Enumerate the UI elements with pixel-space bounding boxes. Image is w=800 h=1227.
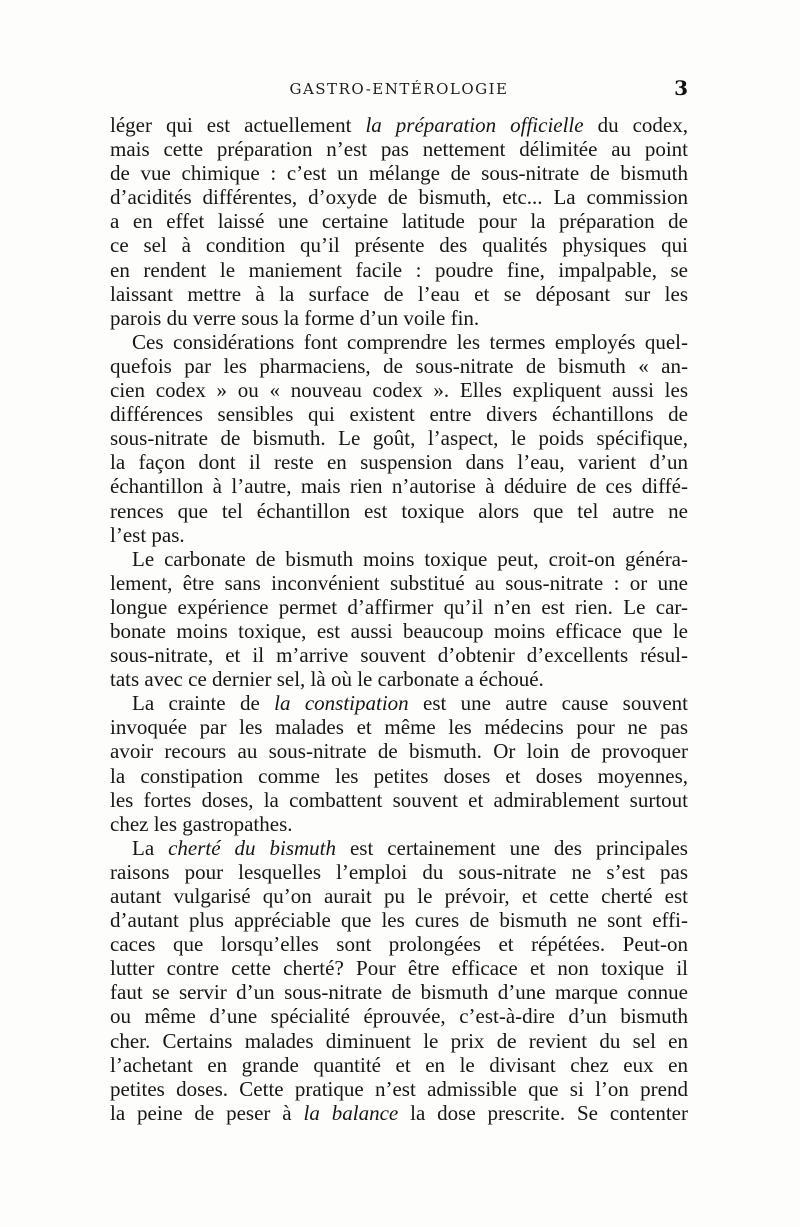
text-line: la façon dont il reste en suspension dans l’eau, varient d’un xyxy=(110,450,688,475)
text-line: mais cette préparation n’est pas nettement délimitée au point xyxy=(110,137,688,162)
text-line: rences que tel échantillon est toxique alors que tel autre ne xyxy=(110,498,688,523)
italic-phrase: la balance xyxy=(303,1100,399,1125)
paragraph-4 xyxy=(110,691,688,836)
text-line: lement, être sans inconvénient substitué au sous-nitrate : or une xyxy=(110,570,688,595)
text-line: autant vulgarisé qu’on aurait pu le prévoir, et cette cherté est xyxy=(110,884,688,908)
text-line: invoquée par les malades et même les médecins pour ne pas xyxy=(110,715,688,740)
text-line: parois du verre sous la forme d’un voile fin. xyxy=(110,305,480,330)
text-line: en rendent le maniement facile : poudre fine, impalpable, se xyxy=(110,257,688,282)
text-line: chez les gastropathes. xyxy=(110,811,293,836)
text-line: différences sensibles qui existent entre divers échantillons de xyxy=(110,402,688,427)
text-line: tats avec ce dernier sel, là où le carbonate a échoué. xyxy=(110,667,544,692)
text-line: lutter contre cette cherté? Pour être efficace et non toxique il xyxy=(110,956,688,981)
text-line: d’acidités différentes, d’oxyde de bismuth, etc... La commission xyxy=(110,185,688,210)
text-line: ce sel à condition qu’il présente des qualités physiques qui xyxy=(110,233,688,258)
text-line: La cherté du bismuth est certainement une des principales xyxy=(132,835,688,860)
text-line: les fortes doses, la combattent souvent et admirablement surtout xyxy=(110,787,688,812)
running-head xyxy=(110,76,688,102)
text-line: sous-nitrate, et il m’arrive souvent d’obtenir d’excellents résul- xyxy=(110,643,688,668)
text-line: bonate moins toxique, est aussi beaucoup moins efficace que le xyxy=(110,618,688,643)
text-line: longue expérience permet d’affirmer qu’il n’en est rien. Le car- xyxy=(110,594,688,619)
text-line: la peine de peser à la balance la dose prescrite. Se contenter xyxy=(110,1100,688,1125)
text-line: Ces considérations font comprendre les termes employés quel- xyxy=(132,329,688,354)
text-line: raisons pour lesquelles l’emploi du sous-nitrate ne s’est pas xyxy=(110,859,688,884)
paragraph-1 xyxy=(110,113,688,330)
text-line: La crainte de la constipation est une autre cause souvent xyxy=(132,691,688,716)
paragraph-2 xyxy=(110,330,688,547)
text-line: échantillon à l’autre, mais rien n’autorise à déduire de ces diffé- xyxy=(110,474,688,499)
paragraph-3 xyxy=(110,547,688,692)
text-line: l’achetant en grande quantité et en le divisant chez eux en xyxy=(110,1052,688,1077)
text-line: caces que lorsqu’elles sont prolongées et répétées. Peut-on xyxy=(110,932,688,957)
italic-phrase: cherté du bismuth xyxy=(168,835,336,860)
text-line: la constipation comme les petites doses et doses moyennes, xyxy=(110,763,688,788)
text-line: d’autant plus appréciable que les cures de bismuth ne sont effi- xyxy=(110,908,688,933)
text-line: Le carbonate de bismuth moins toxique peut, croit-on généra- xyxy=(132,546,688,571)
text-line: léger qui est actuellement la préparation officielle du codex, xyxy=(110,113,688,137)
italic-phrase: la constipation xyxy=(274,691,409,716)
text-line: a en effet laissé une certaine latitude pour la préparation de xyxy=(110,209,688,234)
text-line: faut se servir d’un sous-nitrate de bismuth d’une marque connue xyxy=(110,980,688,1005)
running-title: GASTRO-ENTÉROLOGIE xyxy=(289,80,509,98)
text-line: cher. Certains malades diminuent le prix de revient du sel en xyxy=(110,1028,688,1053)
text-line: laissant mettre à la surface de l’eau et se déposant sur les xyxy=(110,281,688,306)
page-number: 3 xyxy=(674,76,688,100)
text-line: ou même d’une spécialité éprouvée, c’est-à-dire d’un bismuth xyxy=(110,1004,688,1029)
text-line: l’est pas. xyxy=(110,522,185,547)
text-line: de vue chimique : c’est un mélange de sous-nitrate de bismuth xyxy=(110,161,688,186)
paragraph-5 xyxy=(110,836,688,1125)
text-line: sous-nitrate de bismuth. Le goût, l’aspect, le poids spécifique, xyxy=(110,426,688,451)
body-text xyxy=(110,113,688,1125)
text-line: petites doses. Cette pratique n’est admissible que si l’on prend xyxy=(110,1076,688,1101)
italic-phrase: la préparation officielle xyxy=(365,113,584,137)
text-line: avoir recours au sous-nitrate de bismuth. Or loin de provoquer xyxy=(110,739,688,764)
text-line: quefois par les pharmaciens, de sous-nitrate de bismuth « an- xyxy=(110,353,688,378)
text-line: cien codex » ou « nouveau codex ». Elles expliquent aussi les xyxy=(110,378,688,403)
